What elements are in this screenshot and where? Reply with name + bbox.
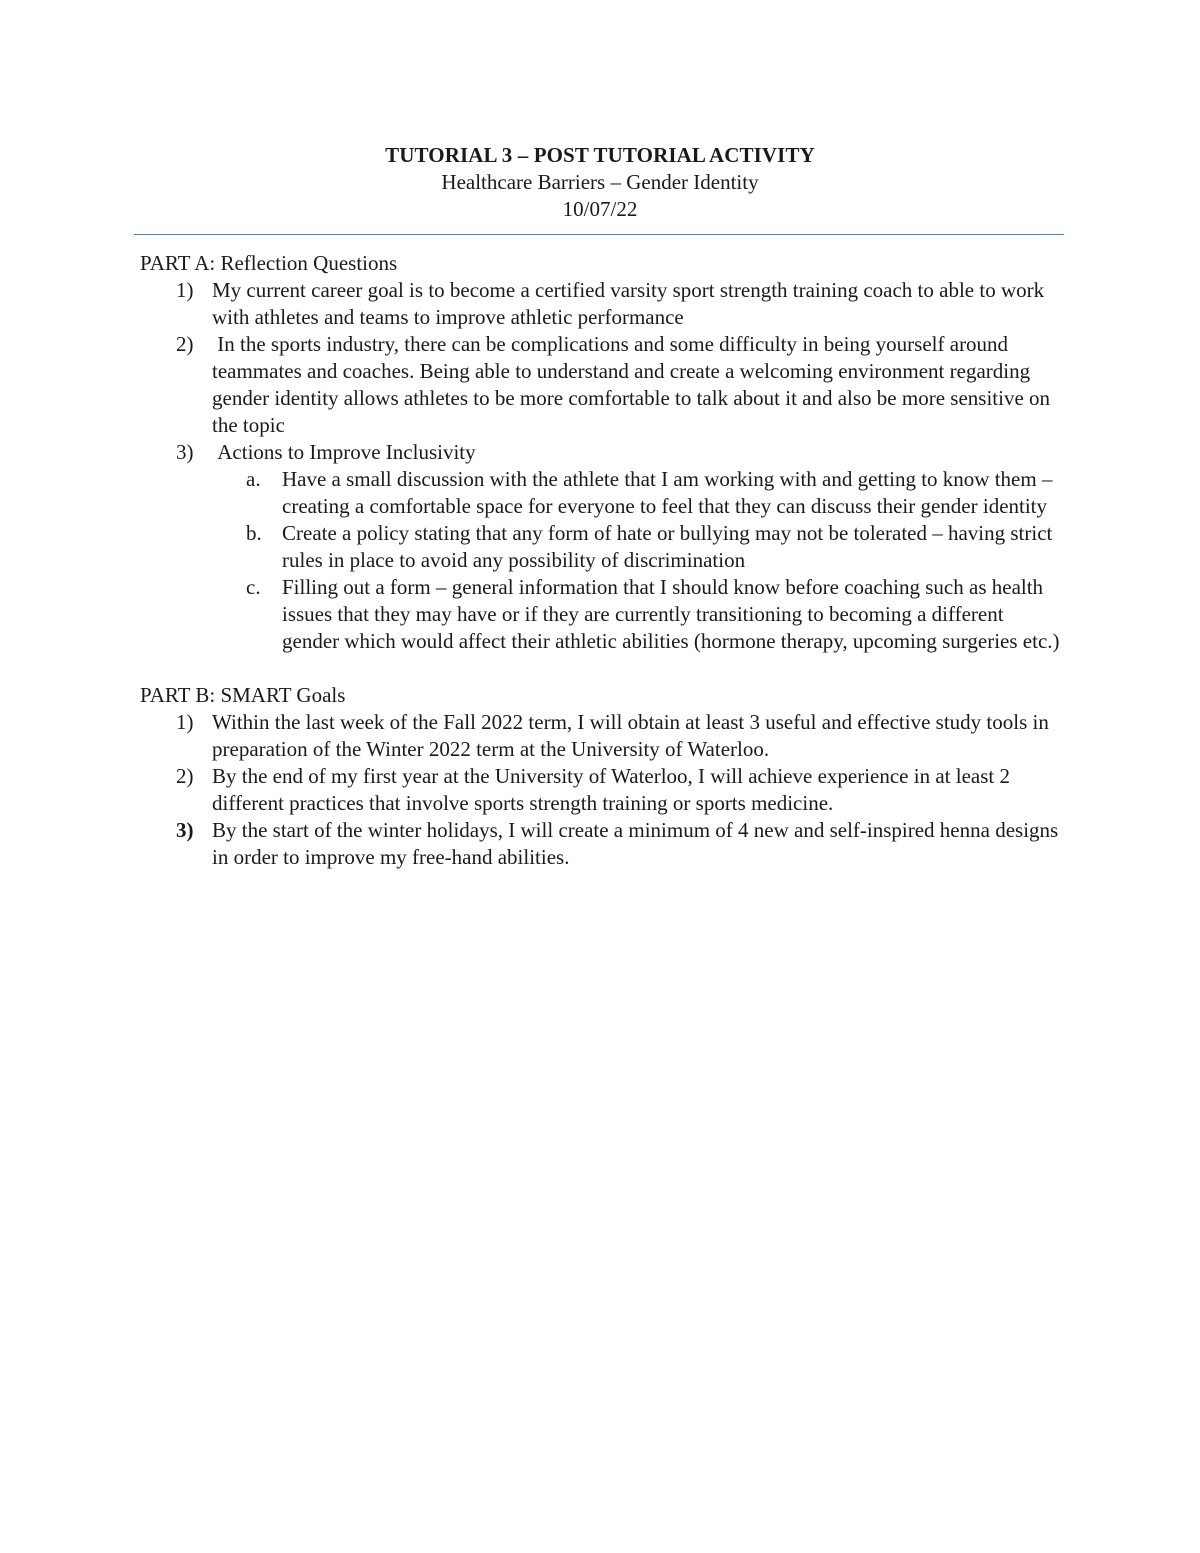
part-b-item-2 xyxy=(140,763,1060,817)
list-letter: c. xyxy=(246,575,261,599)
list-item-text: By the start of the winter holidays, I will create a minimum of 4 new and self-inspired henna designs in order to improve my free-hand abilities. xyxy=(212,818,1059,869)
header-divider xyxy=(134,234,1064,235)
part-a-item-2 xyxy=(140,331,1060,439)
list-number: 2) xyxy=(176,764,194,788)
list-number: 3) xyxy=(176,818,194,842)
part-a-item-3 xyxy=(140,439,1060,466)
list-letter: b. xyxy=(246,521,262,545)
document-subtitle: Healthcare Barriers – Gender Identity xyxy=(441,170,759,194)
list-number: 2) xyxy=(176,332,194,356)
list-item-text: In the sports industry, there can be complications and some difficulty in being yourself around teammates and coaches. Being able to understand and create a welcoming environment regarding gender identity allows athletes to be more comfortable to talk about it and also be more sensitive on the topic xyxy=(212,332,1056,437)
document-header xyxy=(0,142,1200,223)
list-number: 1) xyxy=(176,710,194,734)
sublist-item-text: Create a policy stating that any form of hate or bullying may not be tolerated – having strict rules in place to avoid any possibility of discrimination xyxy=(282,521,1053,572)
section-spacer xyxy=(140,655,1060,682)
list-number: 1) xyxy=(176,278,194,302)
list-item-text: By the end of my first year at the University of Waterloo, I will achieve experience in at least 2 different practices that involve sports strength training or sports medicine. xyxy=(212,764,1010,815)
sublist-item-text: Have a small discussion with the athlete that I am working with and getting to know them – creating a comfortable space for everyone to feel that they can discuss their gender identity xyxy=(282,467,1053,518)
list-letter: a. xyxy=(246,467,261,491)
document-body xyxy=(140,250,1060,871)
sublist-item-text: Filling out a form – general information that I should know before coaching such as health issues that they may have or if they are currently transitioning to becoming a different gender which would affect their athletic abilities (hormone therapy, upcoming surgeries etc.) xyxy=(282,575,1060,653)
list-item-text: Within the last week of the Fall 2022 term, I will obtain at least 3 useful and effective study tools in preparation of the Winter 2022 term at the University of Waterloo. xyxy=(212,710,1049,761)
part-b-item-1 xyxy=(140,709,1060,763)
list-number: 3) xyxy=(176,440,194,464)
part-b-heading: PART B: SMART Goals xyxy=(140,683,346,707)
part-a-item-1 xyxy=(140,277,1060,331)
list-item-text: Actions to Improve Inclusivity xyxy=(212,440,476,464)
list-item-text: My current career goal is to become a certified varsity sport strength training coach to able to work with athletes and teams to improve athletic performance xyxy=(212,278,1045,329)
part-a-subitem-c xyxy=(140,574,1060,655)
part-b-item-3 xyxy=(140,817,1060,871)
document-title: TUTORIAL 3 – POST TUTORIAL ACTIVITY xyxy=(385,143,815,167)
part-a-heading: PART A: Reflection Questions xyxy=(140,251,398,275)
part-a-subitem-b xyxy=(140,520,1060,574)
part-a-subitem-a xyxy=(140,466,1060,520)
document-date: 10/07/22 xyxy=(562,197,638,221)
